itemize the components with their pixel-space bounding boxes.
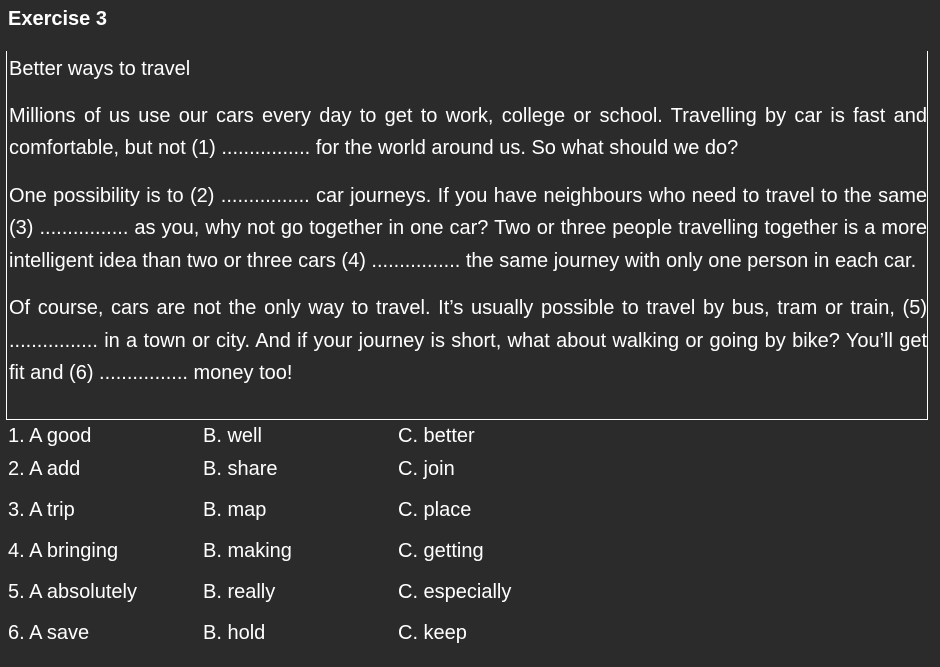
option-4-c: C. getting bbox=[398, 540, 484, 562]
option-row-6 bbox=[8, 617, 708, 658]
option-row-4 bbox=[8, 535, 708, 576]
passage-subtitle: Better ways to travel bbox=[9, 58, 191, 80]
option-6-a: 6. A save bbox=[8, 622, 90, 644]
option-3-b: B. map bbox=[203, 499, 267, 521]
option-row-3 bbox=[8, 494, 708, 535]
option-2-b: B. share bbox=[203, 458, 278, 480]
option-row-2 bbox=[8, 453, 708, 494]
option-5-a: 5. A absolutely bbox=[8, 581, 137, 603]
exercise-title: Exercise 3 bbox=[8, 8, 107, 30]
option-4-a: 4. A bringing bbox=[8, 540, 119, 562]
option-1-a: 1. A good bbox=[8, 425, 92, 447]
option-4-b: B. making bbox=[203, 540, 292, 562]
option-row-5 bbox=[8, 576, 708, 617]
option-6-b: B. hold bbox=[203, 622, 266, 644]
passage-paragraph-1: Millions of us use our cars every day to get to work, college or school. Travelling by car is fast and comfortable, but not (1) ................ for the world around us. So what should we do? bbox=[9, 104, 927, 159]
option-row-1 bbox=[8, 420, 708, 453]
option-2-a: 2. A add bbox=[8, 458, 81, 480]
option-3-c: C. place bbox=[398, 499, 472, 521]
option-3-a: 3. A trip bbox=[8, 499, 75, 521]
passage-box bbox=[6, 51, 928, 420]
option-1-b: B. well bbox=[203, 425, 262, 447]
option-5-c: C. especially bbox=[398, 581, 512, 603]
option-1-c: C. better bbox=[398, 425, 475, 447]
option-5-b: B. really bbox=[203, 581, 276, 603]
option-6-c: C. keep bbox=[398, 622, 467, 644]
option-2-c: C. join bbox=[398, 458, 455, 480]
passage-paragraph-2: One possibility is to (2) ................ car journeys. If you have neighbours who need to travel to the same (3) ................ as you, why not go together in one car? Two or three people travelling together is a more intelligent idea than two or three cars (4) ................ the same journey with only one person in each car. bbox=[9, 184, 927, 272]
passage-paragraph-3: Of course, cars are not the only way to travel. It’s usually possible to travel by bus, tram or train, (5) ................ in a town or city. And if your journey is short, what about walking or going by bike? You’ll get fit and (6) ................ money too! bbox=[9, 297, 927, 384]
answer-options bbox=[8, 420, 708, 658]
